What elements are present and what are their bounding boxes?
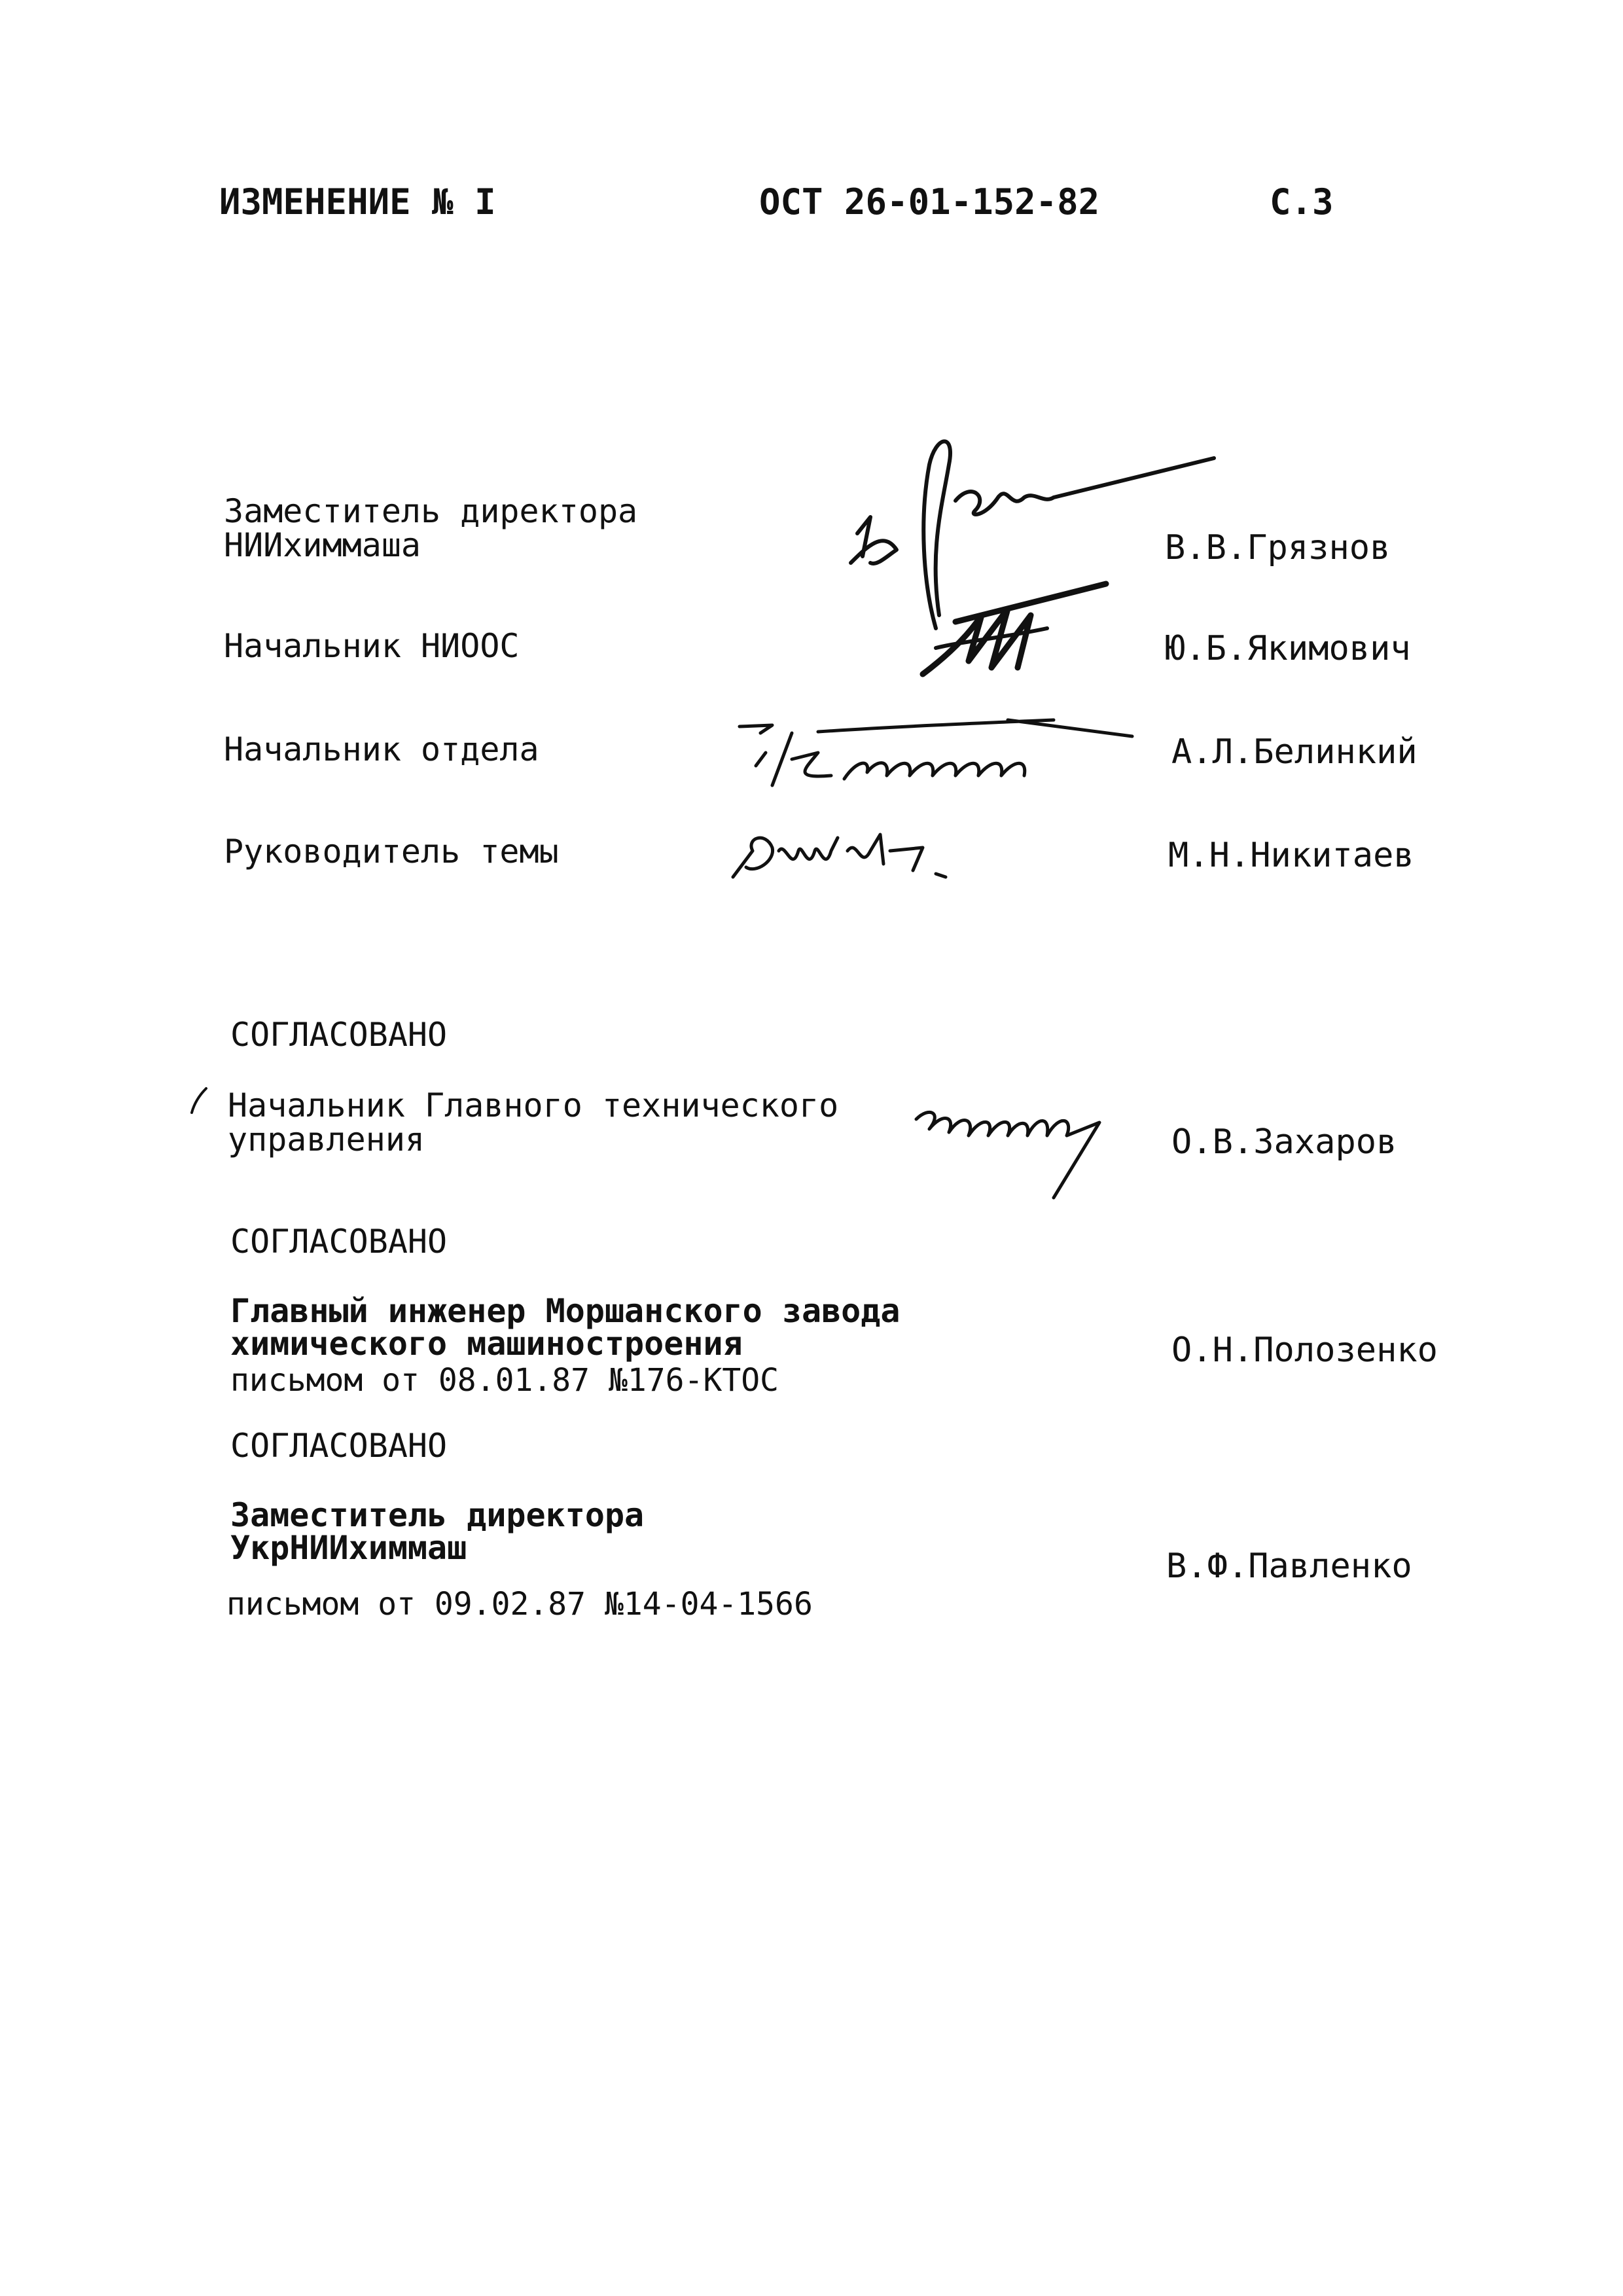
approval-heading: СОГЛАСОВАНО [230,1427,448,1465]
signatory-organization: НИИхиммаша [224,526,421,564]
handwritten-signature [910,576,1126,687]
approval-name: В.Ф.Павленко [1166,1547,1412,1586]
signatory-position: Начальник отдела [224,730,539,768]
page-number: С.3 [1270,181,1334,223]
approval-organization: УкрНИИхиммаш [230,1529,467,1567]
approval-position: Начальник Главного технического [228,1086,839,1124]
signatory-position: Руководитель темы [224,833,559,870]
approval-name: О.Н.Полозенко [1171,1331,1438,1370]
standard-number: ОСТ 26-01-152-82 [759,181,1100,223]
approval-name: О.В.Захаров [1171,1122,1397,1162]
approval-organization: управления [228,1121,425,1158]
handwritten-signature [720,812,1001,897]
signatory-position: Заместитель директора [224,492,638,530]
signatory-name: В.В.Грязнов [1165,528,1391,567]
approval-letter: письмом от 08.01.87 №176-КТОС [230,1362,779,1399]
approval-position: Главный инженер Моршанского завода [230,1292,901,1330]
approval-position: Заместитель директора [230,1496,645,1534]
signatory-name: А.Л.Белинкий [1171,732,1418,772]
approval-organization: химического машиностроения [230,1325,743,1363]
approval-heading: СОГЛАСОВАНО [230,1016,448,1054]
approval-letter: письмом от 09.02.87 №14-04-1566 [226,1586,813,1623]
approval-heading: СОГЛАСОВАНО [230,1223,448,1261]
margin-mark [187,1083,213,1129]
signatory-name: Ю.Б.Якимович [1165,629,1411,668]
handwritten-signature [726,707,1152,805]
change-number: ИЗМЕНЕНИЕ № I [219,181,496,223]
handwritten-signature [903,1073,1126,1211]
signatory-position: Начальник НИООС [224,627,520,665]
signatory-name: М.Н.Никитаев [1168,836,1414,875]
